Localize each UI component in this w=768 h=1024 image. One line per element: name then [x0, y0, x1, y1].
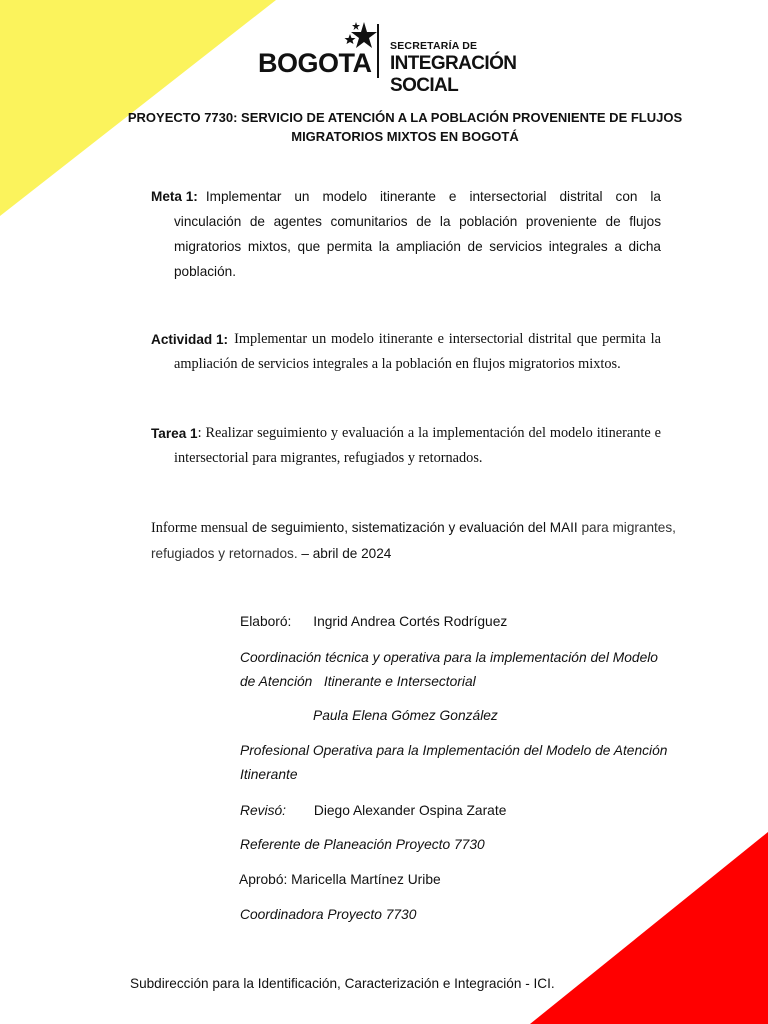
logo-secretaria: SECRETARÍA DE — [390, 40, 478, 52]
meta-paragraph — [151, 184, 661, 284]
meta-label: Meta 1: — [151, 189, 198, 204]
logo-divider — [377, 24, 379, 78]
reviso-name: Diego Alexander Ospina Zarate — [313, 803, 507, 818]
elaboro-label: Elaboró: — [240, 614, 292, 629]
elaboro-name: Ingrid Andrea Cortés Rodríguez — [313, 614, 508, 629]
reviso-role: Referente de Planeación Proyecto 7730 — [240, 837, 485, 852]
actividad-text-rest: ampliación de servicios integrales a la población en flujos migratorios mixtos. — [174, 356, 621, 372]
informe-paragraph — [151, 515, 691, 566]
logo-entity: INTEGRACIÓN SOCIAL — [390, 53, 517, 96]
actividad-first-line — [151, 327, 661, 352]
reviso-line — [240, 798, 506, 823]
actividad-paragraph — [151, 327, 661, 377]
tarea-text-line1: : Realizar seguimiento y evaluación a la implementación del modelo itinerante e — [197, 425, 661, 441]
project-title — [100, 108, 710, 146]
second-role-line2: Itinerante — [240, 767, 298, 782]
meta-first-line — [151, 184, 661, 209]
second-name: Paula Elena Gómez González — [313, 708, 498, 723]
elaboro-line — [240, 609, 507, 634]
actividad-text-line1: Implementar un modelo itinerante e intersectorial distrital que permita la — [234, 331, 661, 347]
elaboro-role-line1: Coordinación técnica y operativa para la implementación del Modelo — [240, 650, 658, 665]
elaboro-role-line2: de Atención Itinerante e Intersectorial — [240, 674, 476, 689]
informe-serif-part: Informe mensual — [151, 520, 249, 536]
actividad-label: Actividad 1: — [151, 332, 229, 347]
tarea-text-rest: intersectorial para migrantes, refugiados y retornados. — [174, 450, 483, 466]
tarea-first-line — [151, 421, 661, 446]
tarea-label: Tarea 1 — [151, 426, 198, 441]
informe-sans-part: de seguimiento, sistematización y evaluación del MAII — [252, 520, 578, 535]
aprobo-role: Coordinadora Proyecto 7730 — [240, 907, 417, 922]
informe-date-part: – abril de 2024 — [301, 546, 392, 561]
project-title-line1: PROYECTO 7730: SERVICIO DE ATENCIÓN A LA POBLACIÓN PROVENIENTE DE FLUJOS — [127, 110, 683, 125]
second-role-line1: Profesional Operativa para la Implementación del Modelo de Atención — [240, 743, 668, 758]
logo-city-name: BOGOTA — [258, 48, 372, 78]
meta-text-line1: Implementar un modelo itinerante e intersectorial distrital con la — [205, 189, 661, 204]
project-title-line2: MIGRATORIOS MIXTOS EN BOGOTÁ — [291, 129, 519, 144]
reviso-label: Revisó: — [240, 803, 287, 818]
footer-subdireccion: Subdirección para la Identificación, Caracterización e Integración - ICI. — [130, 976, 555, 991]
aprobo-line: Aprobó: Maricella Martínez Uribe — [239, 872, 441, 887]
tarea-paragraph — [151, 421, 661, 471]
star-icon — [342, 20, 382, 60]
meta-text-rest: vinculación de agentes comunitarios de la población proveniente de flujos migratorios mixtos, que permita la ampliación de servicios integrales a dicha población. — [174, 214, 661, 279]
bogota-logo — [258, 20, 558, 96]
informe-gray-part: para migrantes, refugiados y retornados. — [151, 520, 676, 561]
